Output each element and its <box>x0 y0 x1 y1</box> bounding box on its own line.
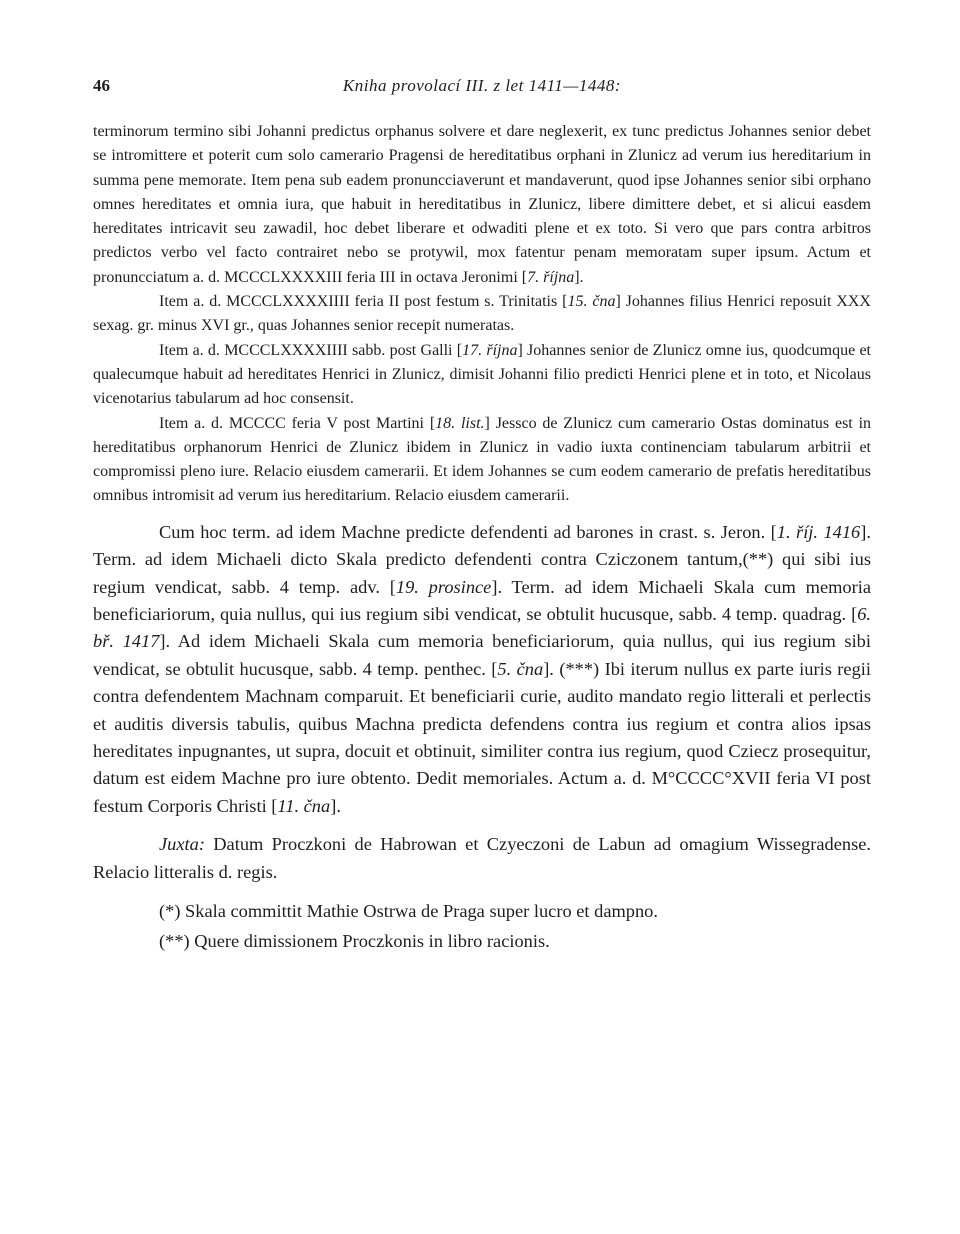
text-run: Cum hoc term. ad idem Machne predicte defendenti ad barones in crast. s. Jeron. [ <box>159 521 777 542</box>
paragraph <box>93 290 871 339</box>
page-number: 46 <box>93 76 110 95</box>
paragraph <box>93 120 871 290</box>
text-run: ]. Term. ad idem Michaeli dicto Skala predicto defendenti contra Cziczonem tantum,(**) qui sibi ius regium vendicat, sabb. 4 temp. adv. [ <box>93 521 871 597</box>
juxta-label: Juxta: <box>159 834 205 855</box>
text-run: terminorum termino sibi Johanni predictus orphanus solvere et dare neglexerit, ex tunc predictus Johannes senior debet se intromittere et poterit cum solo camerario Pragensi de hereditatibus orphani in Zlunicz ad verum ius hereditarium in summa pene memorate. Item pena sub eadem pronuncciaverunt et mandaverunt, quod ipse Johannes senior sibi orphano omnes hereditates et omnia iura, que habuit in hereditatibus in Zlunicz, libere dimittere debet, et si alicui easdem hereditates intricavit seu zawadil, hoc debet liberare et odwaditi plene et ex toto. Si vero que pars contra arbitros predictos verbo vel facto contrairet nebo se protywil, mox fatentur penam memoratam super ipsum. Actum et pronuncciatum a. d. MCCCLXXXXIII feria III in octava Jeronimi [ <box>93 123 871 286</box>
date-gloss: 7. října <box>527 268 575 286</box>
footnote: (*) Skala committit Mathie Ostrwa de Praga super lucro et dampno. <box>159 901 658 922</box>
page-body <box>93 120 871 956</box>
section-records-large <box>93 519 871 886</box>
page-header <box>93 66 871 102</box>
text-run: ]. Ad idem Michaeli Skala cum memoria beneficiariorum, quia nullus, qui ius regium sibi vendicat, se obtulit hucusque, sabb. 4 temp. penthec. [ <box>93 631 871 679</box>
text-run: ] Johannes filius Henrici reposuit XXX sexag. gr. minus XVI gr., quas Johannes senior recepit numeratas. <box>93 293 871 335</box>
paragraph <box>93 412 871 509</box>
footnote: (**) Quere dimissionem Proczkonis in libro racionis. <box>159 931 550 952</box>
paragraph <box>93 831 871 886</box>
date-gloss: 6. bř. 1417 <box>93 603 871 652</box>
paragraph <box>93 519 871 820</box>
text-run: Datum Proczkoni de Habrowan et Czyeczoni de Labun ad omagium Wissegradense. Relacio litteralis d. regis. <box>93 834 871 882</box>
footnotes <box>93 896 871 956</box>
text-run: ]. <box>330 795 341 816</box>
date-gloss: 1. říj. 1416 <box>776 521 861 542</box>
text-run: ]. Term. ad idem Michaeli Skala cum memoria beneficiariorum, quia nullus, qui ius regium sibi vendicat, se obtulit hucusque, sabb. 4 temp. quadrag. [ <box>93 576 871 624</box>
section-records-small <box>93 120 871 509</box>
text-run: Item a. d. MCCCLXXXXIIII sabb. post Galli [ <box>159 341 463 359</box>
text-run: Item a. d. MCCCLXXXXIIII feria II post festum s. Trinitatis [ <box>159 293 568 311</box>
paragraph <box>93 339 871 412</box>
date-gloss: 19. prosince <box>395 576 492 597</box>
text-run: ] Jessco de Zlunicz cum camerario Ostas dominatus est in hereditatibus orphanorum Henrici de Zlunicz ibidem in Zlunicz in vadio iuxta continenciam tabularum arbitrii et compromissi pleno iure. Relacio eiusdem camerarii. Et idem Johannes se cum eodem camerario de prefatis hereditatibus omnibus intromisit ad verum ius hereditarium. Relacio eiusdem camerarii. <box>93 414 872 505</box>
date-gloss: 11. čna <box>277 795 331 816</box>
text-run: ] Johannes senior de Zlunicz omne ius, quodcumque et qualecumque habuit ad hereditates Henrici in Zlunicz, dimisit Johanni filio predicti Henrici plene et in toto, et Nicolaus vicenotarius tabularum ad hoc consensit. <box>93 341 871 408</box>
page-content <box>93 66 871 956</box>
text-run: Item a. d. MCCCC feria V post Martini [ <box>159 414 436 432</box>
date-gloss: 15. čna <box>567 293 616 311</box>
date-gloss: 5. čna <box>497 658 544 679</box>
date-gloss: 17. října <box>462 341 518 359</box>
text-run: ]. <box>574 268 584 286</box>
date-gloss: 18. list. <box>435 414 485 432</box>
running-title: Kniha provolací III. z let 1411—1448: <box>342 76 622 95</box>
text-run: ]. (***) Ibi iterum nullus ex parte iuris regii contra defendentem Machnam comparuit. Et beneficiarii curie, audito mandato regio litterali et perlectis et auditis diversis tabulis, quibus Machna predicta defendens contra ius regium et contra alios ipsas hereditates inpugnantes, ut supra, docuit et obtinuit, similiter contra ius regium, quod Cziecz prosequitur, datum est eidem Machne pro iure obtento. Dedit memoriales. Actum a. d. M°CCCC°XVII feria VI post festum Corporis Christi [ <box>93 658 871 816</box>
